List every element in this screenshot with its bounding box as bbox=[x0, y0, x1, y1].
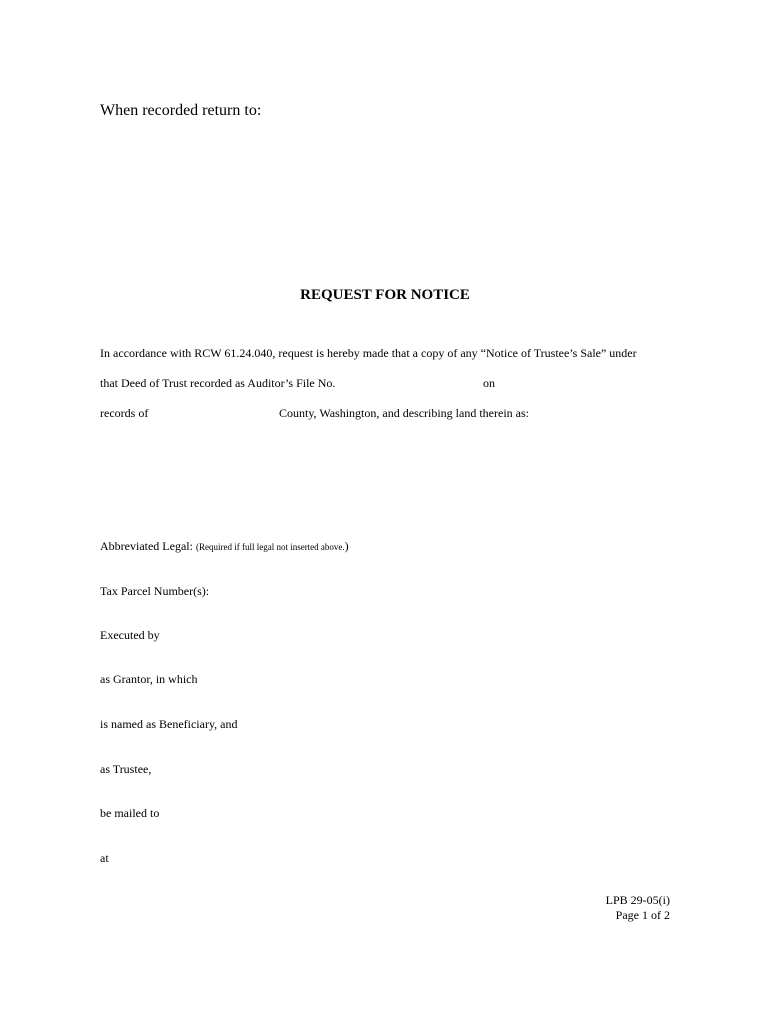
form-code: LPB 29-05(i) bbox=[605, 893, 670, 907]
abbreviated-legal-note: (Required if full legal not inserted above. bbox=[195, 542, 345, 552]
grantor-label: as Grantor, in which bbox=[100, 672, 198, 686]
request-paragraph-on: on bbox=[483, 376, 495, 390]
trustee-label: as Trustee, bbox=[100, 762, 152, 776]
page-footer bbox=[606, 893, 670, 923]
abbreviated-legal-field bbox=[100, 539, 349, 554]
request-paragraph-county: County, Washington, and describing land therein as: bbox=[279, 406, 529, 420]
return-to-label: When recorded return to: bbox=[100, 102, 262, 119]
beneficiary-label: is named as Beneficiary, and bbox=[100, 717, 238, 731]
at-label: at bbox=[100, 851, 109, 865]
executed-by-label: Executed by bbox=[100, 628, 160, 642]
request-paragraph-line-3: records of bbox=[100, 406, 149, 420]
page-number: Page 1 of 2 bbox=[615, 908, 670, 922]
abbreviated-legal-label: Abbreviated Legal: bbox=[100, 539, 193, 553]
tax-parcel-label: Tax Parcel Number(s): bbox=[100, 584, 210, 598]
mailed-to-label: be mailed to bbox=[100, 806, 160, 820]
document-title: REQUEST FOR NOTICE bbox=[300, 287, 470, 303]
request-paragraph-line-1: In accordance with RCW 61.24.040, request is hereby made that a copy of any “Notice of Trustee’s Sale” under bbox=[100, 346, 637, 360]
abbreviated-legal-close: ) bbox=[344, 539, 349, 553]
request-paragraph-line-2: that Deed of Trust recorded as Auditor’s File No. bbox=[100, 376, 336, 390]
